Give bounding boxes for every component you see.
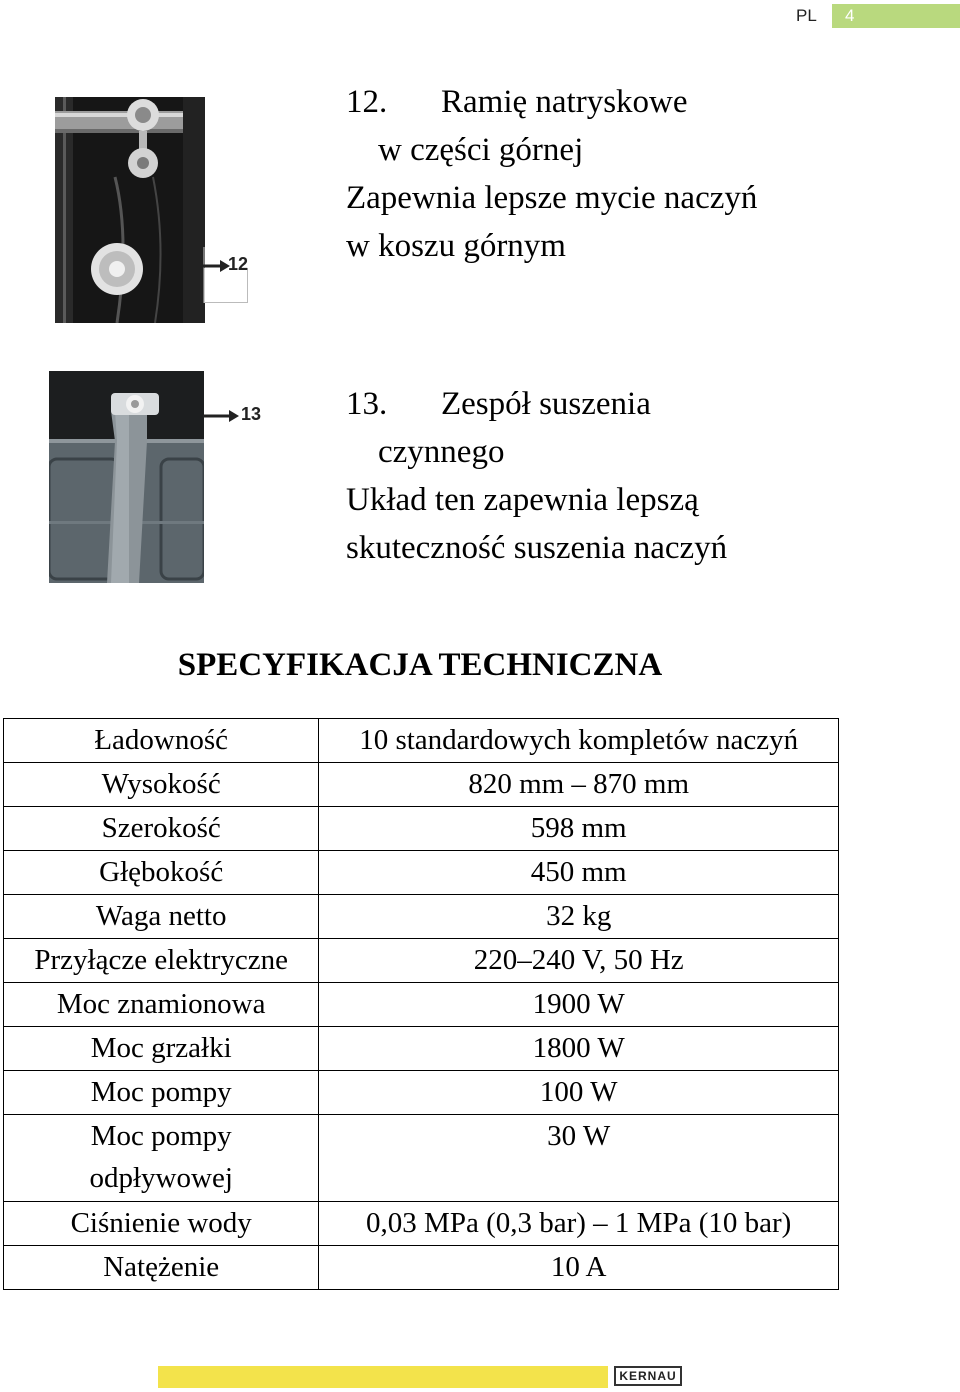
spec-value: 32 kg — [319, 895, 839, 939]
table-row — [4, 763, 839, 807]
figure-label: 12 — [228, 254, 249, 274]
spec-label: Moc znamionowa — [4, 983, 319, 1027]
brand-logo: KERNAU — [614, 1366, 682, 1386]
page-number: 4 — [845, 6, 855, 25]
footer-accent-bar — [158, 1366, 608, 1388]
feature-title: Ramię natryskowe — [441, 84, 688, 120]
feature-drying-unit — [346, 380, 727, 572]
spec-label: Moc grzałki — [4, 1027, 319, 1071]
spec-value: 0,03 MPa (0,3 bar) – 1 MPa (10 bar) — [319, 1202, 839, 1246]
spec-value: 100 W — [319, 1071, 839, 1115]
table-row — [4, 1246, 839, 1290]
spec-label: Moc pompy — [4, 1071, 319, 1115]
spec-label: Wysokość — [4, 763, 319, 807]
feature-number: 12. — [346, 84, 388, 120]
table-row — [4, 719, 839, 763]
table-row — [4, 1202, 839, 1246]
spec-value: 10 standardowych kompletów naczyń — [319, 719, 839, 763]
spec-label: Waga netto — [4, 895, 319, 939]
feature-description-cont: w koszu górnym — [346, 228, 566, 264]
spec-heading: SPECYFIKACJA TECHNICZNA — [177, 647, 663, 683]
spec-table — [3, 718, 839, 1290]
spec-value: 10 A — [319, 1246, 839, 1290]
table-row — [4, 939, 839, 983]
spec-label: Szerokość — [4, 807, 319, 851]
table-row — [4, 1071, 839, 1115]
spec-value: 30 W — [319, 1115, 839, 1202]
spec-label: Ładowność — [4, 719, 319, 763]
feature-number: 13. — [346, 386, 388, 422]
spec-label: Ciśnienie wody — [4, 1202, 319, 1246]
feature-description: Układ ten zapewnia lepszą — [346, 482, 699, 518]
table-row — [4, 895, 839, 939]
feature-description: Zapewnia lepsze mycie naczyń — [346, 180, 758, 216]
callout-arrow-icon — [203, 408, 239, 424]
spray-arm-photo-icon — [55, 97, 205, 323]
feature-title-cont: w części górnej — [378, 132, 584, 168]
drying-unit-photo-icon — [49, 371, 204, 583]
language-code: PL — [796, 6, 817, 25]
table-row — [4, 807, 839, 851]
spec-value: 1800 W — [319, 1027, 839, 1071]
spec-value: 820 mm – 870 mm — [319, 763, 839, 807]
figure-label: 13 — [241, 404, 262, 424]
table-row — [4, 983, 839, 1027]
spec-label: Przyłącze elektryczne — [4, 939, 319, 983]
spec-label: Głębokość — [4, 851, 319, 895]
spec-value: 220–240 V, 50 Hz — [319, 939, 839, 983]
feature-spray-arm — [346, 78, 757, 270]
table-row — [4, 1115, 839, 1202]
feature-title: Zespół suszenia — [441, 386, 651, 422]
spec-label: Moc pompy odpływowej — [4, 1115, 319, 1202]
spec-value: 450 mm — [319, 851, 839, 895]
feature-title-cont: czynnego — [378, 434, 505, 470]
spec-value: 598 mm — [319, 807, 839, 851]
spec-value: 1900 W — [319, 983, 839, 1027]
table-row — [4, 851, 839, 895]
table-row — [4, 1027, 839, 1071]
spec-label: Natężenie — [4, 1246, 319, 1290]
feature-description-cont: skuteczność suszenia naczyń — [346, 530, 728, 566]
